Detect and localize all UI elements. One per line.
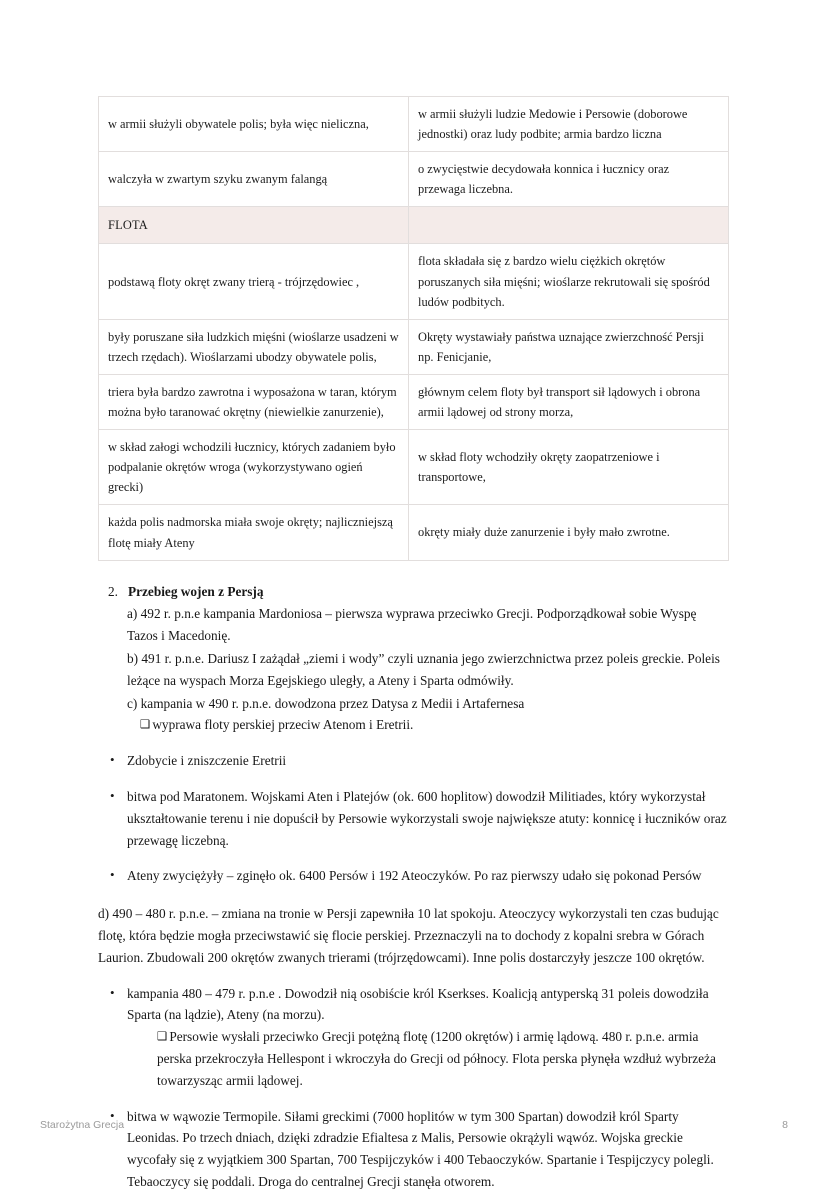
page-footer <box>40 1116 788 1134</box>
sub-note-wyprawa <box>140 714 728 736</box>
sub-note-text: wyprawa floty perskiej przeciw Atenom i Eretrii. <box>152 717 414 733</box>
table-cell-right: w armii służyli ludzie Medowie i Persowie (doborowe jednostki) oraz ludy podbite; armia bardzo liczna <box>409 97 729 152</box>
bullet-list-maraton <box>98 750 728 887</box>
section-title: Przebieg wojen z Persją <box>128 583 264 599</box>
missing-glyph-icon: ❑ <box>157 1029 168 1044</box>
footer-page-number: 8 <box>782 1119 788 1131</box>
table-cell-right: flota składała się z bardzo wielu ciężkich okrętów poruszanych siła mięśni; wioślarze rekrutowali się spośród ludów podbitych. <box>409 244 729 319</box>
table-cell-left: każda polis nadmorska miała swoje okręty; najliczniejszą flotę miały Ateny <box>99 505 409 560</box>
list-item: • Ateny zwyciężyły – zginęło ok. 6400 Persów i 192 Ateoczyków. Po raz pierwszy udało się pokonad Persów <box>98 865 728 887</box>
table-row <box>99 244 729 319</box>
table-row <box>99 319 729 374</box>
table-cell-left: podstawą floty okręt zwany trierą - trójrzędowiec , <box>99 244 409 319</box>
page-content <box>98 96 728 1193</box>
paragraph-d: d) 490 – 480 r. p.n.e. – zmiana na tronie w Persji zapewniła 10 lat spokoju. Ateoczycy wykorzystali ten czas budując flotę, która będzie mogła przeciwstawić się flocie perskiej. Przeznaczyli na to dochody z kopalni srebra w Górach Laurion. Zbudowali 200 okrętów zwanych trierami (trójrzędowcami). Inne polis dostarczyły jeszcze 100 okrętów. <box>98 906 719 965</box>
table-cell-right: głównym celem floty był transport sił lądowych i obrona armii lądowej od strony morza, <box>409 374 729 429</box>
table-cell-left: walczyła w zwartym szyku zwanym falangą <box>99 152 409 207</box>
kserkses-sub-note <box>157 1026 728 1091</box>
list-item: • Zdobycie i zniszczenie Eretrii <box>98 750 728 772</box>
table-cell-left: w armii służyli obywatele polis; była więc nieliczna, <box>99 97 409 152</box>
footer-title: Starożytna Grecja <box>40 1119 125 1131</box>
table-cell-left: były poruszane siła ludzkich mięśni (wioślarze usadzeni w trzech rzędach). Wioślarzami ubodzy obywatele polis, <box>99 319 409 374</box>
kserkses-sub-note-text: Persowie wysłali przeciwko Grecji potężną flotę (1200 okrętów) i armię lądową. 480 r. p.n.e. armia perska przekroczyła Hellespont i wkroczyła do Grecji od północy. Flota perska płynęła wzdłuż wybrzeża towarzysząc armii lądowej. <box>157 1029 716 1088</box>
table-section-header-empty-cell <box>409 207 729 244</box>
table-cell-right: okręty miały duże zanurzenie i były mało zwrotne. <box>409 505 729 560</box>
table-section-header-row-flota <box>99 207 729 244</box>
table-cell-left: triera była bardzo zawrotna i wyposażona w taran, którym można było taranować okrętny (niewielkie zanurzenie), <box>99 374 409 429</box>
list-item: • bitwa pod Maratonem. Wojskami Aten i Platejów (ok. 600 hoplitow) dowodził Militiades, który wykorzystał ukształtowanie terenu i nie dopuścił by Persowie wykorzystali swoje największe atuty: konnicę i łuczników oraz przewagę liczebną. <box>98 786 728 851</box>
section-number: 2. <box>108 583 118 599</box>
table-row <box>99 505 729 560</box>
section-item-a: a) 492 r. p.n.e kampania Mardoniosa – pierwsza wyprawa przeciwko Grecji. Podporządkował sobie Wyspę Tazos i Macedonię. <box>127 606 697 644</box>
table-section-header-label: FLOTA <box>99 207 409 244</box>
section-heading <box>108 581 728 603</box>
list-item: • bitwa w wąwozie Termopile. Siłami greckimi (7000 hoplitów w tym 300 Spartan) dowodził król Sparty Leonidas. Po trzech dniach, dzięki zdradzie Efialtesa z Malis, Persowie okrążyli wąwóz. Wojska greckie wycofały się z wyjątkiem 300 Spartan, 700 Tespijczyków i 400 Tebaoczyków. Spartanie i Tespijczycy polegli. Tebaoczycy się poddali. Droga do centralnej Grecji stanęła otworem. <box>98 1106 728 1193</box>
army-fleet-comparison-table <box>98 96 729 561</box>
section-item-b: b) 491 r. p.n.e. Dariusz I zażądał „ziemi i wody” czyli uznania jego zwierzchnictwa przez poleis greckie. Poleis leżące na wyspach Morza Egejskiego uległy, a Ateny i Sparta odmówiły. <box>127 650 720 688</box>
table-cell-right: o zwycięstwie decydowała konnica i łucznicy oraz przewaga liczebna. <box>409 152 729 207</box>
bullet-list-kserkses <box>98 983 728 1193</box>
list-item <box>98 983 728 1092</box>
table-row <box>99 430 729 505</box>
section-item-c: c) kampania w 490 r. p.n.e. dowodzona przez Datysa z Medii i Artafernesa <box>127 695 525 711</box>
list-item-text: kampania 480 – 479 r. p.n.e . Dowodził nią osobiście król Kserkses. Koalicją antyperską 31 poleis dowodziła Sparta (na lądzie), Ateny (na morzu). <box>127 985 709 1023</box>
table-row <box>99 97 729 152</box>
prose-body <box>98 581 728 1193</box>
table-row <box>99 152 729 207</box>
table-cell-right: w skład floty wchodziły okręty zaopatrzeniowe i transportowe, <box>409 430 729 505</box>
missing-glyph-icon: ❑ <box>140 717 151 732</box>
table-row <box>99 374 729 429</box>
table-cell-left: w skład załogi wchodzili łucznicy, których zadaniem było podpalanie okrętów wroga (wykorzystywano ogień grecki) <box>99 430 409 505</box>
table-cell-right: Okręty wystawiały państwa uznające zwierzchność Persji np. Fenicjanie, <box>409 319 729 374</box>
